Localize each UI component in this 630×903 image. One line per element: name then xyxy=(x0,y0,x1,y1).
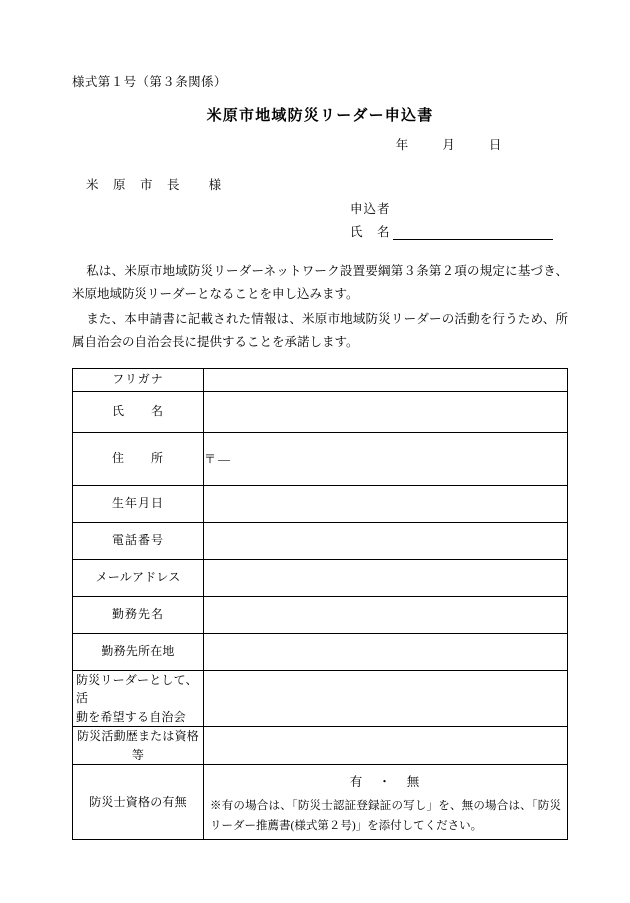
row-label-furigana: フリガナ xyxy=(73,368,204,391)
row-label-email: メールアドレス xyxy=(73,559,204,596)
bousaishi-separator: ・ xyxy=(378,775,393,790)
paragraph-2-text: また、本申請書に記載された情報は、米原市地域防災リーダーの活動を行うため、所属自治会の自治会長に提供することを承諾します。 xyxy=(72,312,568,350)
page-title: 米原市地域防災リーダー申込書 xyxy=(206,108,434,124)
applicant-name-input[interactable] xyxy=(393,226,553,240)
applicant-name-row xyxy=(350,222,568,240)
row-value-history[interactable] xyxy=(204,727,568,765)
row-value-phone[interactable] xyxy=(204,522,568,559)
form-number: 様式第１号（第３条関係） xyxy=(72,75,227,89)
row-value-furigana[interactable] xyxy=(204,368,568,391)
paragraph-2 xyxy=(72,308,568,354)
paragraph-1 xyxy=(72,260,568,306)
table-row xyxy=(73,633,568,670)
row-label-workplace: 勤務先名 xyxy=(73,596,204,633)
row-label-jichikai xyxy=(73,670,204,727)
application-table xyxy=(72,368,568,841)
table-row xyxy=(73,596,568,633)
table-row xyxy=(73,432,568,485)
row-label-phone: 電話番号 xyxy=(73,522,204,559)
addressee-line xyxy=(86,175,568,193)
applicant-name-label: 氏 名 xyxy=(350,225,391,239)
table-row xyxy=(73,559,568,596)
applicant-block xyxy=(72,199,568,240)
postal-dash: ― xyxy=(218,452,233,466)
row-value-address[interactable] xyxy=(204,432,568,485)
row-value-name[interactable] xyxy=(204,391,568,432)
applicant-label: 申込者 xyxy=(350,202,391,216)
date-month: 月 xyxy=(442,138,456,152)
table-row xyxy=(73,765,568,840)
table-row xyxy=(73,522,568,559)
row-value-jichikai[interactable] xyxy=(204,670,568,727)
addressee-name: 米 原 市 長 xyxy=(86,178,181,192)
row-label-jichikai-line1: 防災リーダーとして、活 xyxy=(76,672,198,706)
row-value-email[interactable] xyxy=(204,559,568,596)
bousaishi-choice[interactable] xyxy=(204,772,567,790)
row-label-history: 防災活動歴または資格等 xyxy=(73,727,204,765)
row-label-birthdate: 生年月日 xyxy=(73,485,204,522)
bousaishi-no-option[interactable]: 無 xyxy=(406,775,422,790)
row-value-workplace-address[interactable] xyxy=(204,633,568,670)
paragraph-1-text: 私は、米原市地域防災リーダーネットワーク設置要綱第３条第２項の規定に基づき、米原地域防災リーダーとなることを申し込みます。 xyxy=(72,264,568,302)
table-row xyxy=(73,368,568,391)
row-label-address: 住 所 xyxy=(73,432,204,485)
row-value-bousaishi[interactable] xyxy=(204,765,568,840)
table-row xyxy=(73,727,568,765)
bousaishi-yes-option[interactable]: 有 xyxy=(349,775,365,790)
table-row xyxy=(73,485,568,522)
postal-mark: 〒 xyxy=(204,452,219,466)
table-row xyxy=(73,391,568,432)
table-row xyxy=(73,670,568,727)
row-value-workplace[interactable] xyxy=(204,596,568,633)
addressee-honorific: 様 xyxy=(208,178,223,192)
row-label-jichikai-line2: 動を希望する自治会 xyxy=(76,709,186,724)
date-day: 日 xyxy=(488,138,502,152)
bousaishi-note: ※有の場合は、「防災士認証登録証の写し」を、無の場合は、「防災リーダー推薦書(様式第２号)」を添付してください。 xyxy=(210,800,561,833)
row-label-workplace-address: 勤務先所在地 xyxy=(73,633,204,670)
row-value-birthdate[interactable] xyxy=(204,485,568,522)
date-line xyxy=(72,135,568,153)
row-label-name: 氏 名 xyxy=(73,391,204,432)
date-year: 年 xyxy=(395,138,409,152)
row-label-bousaishi: 防災士資格の有無 xyxy=(73,765,204,840)
